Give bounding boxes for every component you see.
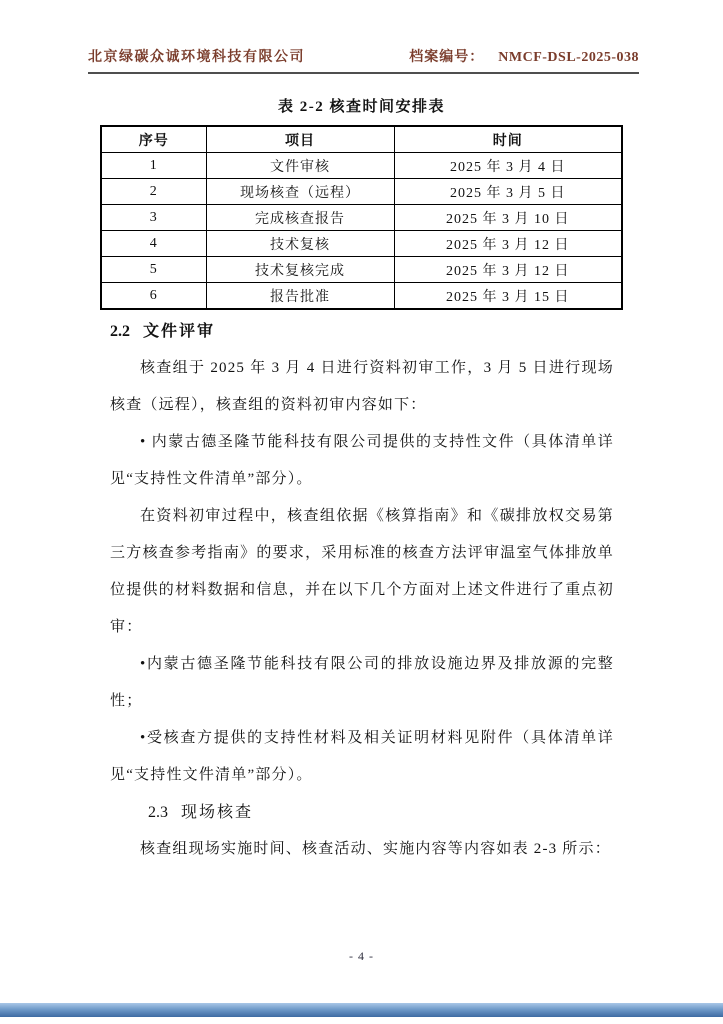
cell-index: 1: [101, 153, 206, 179]
cell-index: 6: [101, 283, 206, 310]
section-title: 现场核查: [181, 804, 254, 821]
section-title: 文件评审: [143, 323, 216, 340]
table-row: [101, 283, 622, 310]
cell-time: 2025 年 3 月 5 日: [394, 179, 622, 205]
table-row: [101, 231, 622, 257]
table-row: [101, 205, 622, 231]
bullet-item: • 内蒙古德圣隆节能科技有限公司提供的支持性文件（具体清单详见“支持性文件清单”部分）。: [110, 434, 614, 487]
table-row: [101, 179, 622, 205]
body-text: [110, 313, 614, 868]
cell-index: 5: [101, 257, 206, 283]
cell-item: 技术复核完成: [206, 257, 394, 283]
section-heading-2-2: [110, 313, 614, 350]
company-name: 北京绿碳众诚环境科技有限公司: [88, 50, 305, 65]
col-header-item: 项目: [206, 126, 394, 153]
paragraph: 核查组于 2025 年 3 月 4 日进行资料初审工作，3 月 5 日进行现场核查（远程），核查组的资料初审内容如下：: [110, 360, 614, 413]
table-row: [101, 153, 622, 179]
table-row: [101, 257, 622, 283]
bullet-item: •内蒙古德圣隆节能科技有限公司的排放设施边界及排放源的完整性；: [110, 656, 614, 709]
cell-time: 2025 年 3 月 10 日: [394, 205, 622, 231]
table-caption: 表 2-2 核查时间安排表: [278, 99, 445, 115]
archive-label: 档案编号：: [409, 50, 485, 65]
cell-time: 2025 年 3 月 4 日: [394, 153, 622, 179]
bullet-item: •受核查方提供的支持性材料及相关证明材料见附件（具体清单详见“支持性文件清单”部分）。: [110, 730, 614, 783]
cell-time: 2025 年 3 月 15 日: [394, 283, 622, 310]
section-heading-2-3: [110, 794, 614, 831]
paragraph: 核查组现场实施时间、核查活动、实施内容等内容如表 2-3 所示：: [140, 841, 611, 857]
archive-number: NMCF-DSL-2025-038: [498, 50, 639, 65]
cell-item: 完成核查报告: [206, 205, 394, 231]
bottom-blue-bar: [0, 1003, 723, 1017]
cell-index: 2: [101, 179, 206, 205]
cell-item: 文件审核: [206, 153, 394, 179]
cell-item: 报告批准: [206, 283, 394, 310]
col-header-time: 时间: [394, 126, 622, 153]
cell-time: 2025 年 3 月 12 日: [394, 257, 622, 283]
page-content: [100, 97, 623, 868]
cell-item: 技术复核: [206, 231, 394, 257]
cell-item: 现场核查（远程）: [206, 179, 394, 205]
paragraph: 在资料初审过程中，核查组依据《核算指南》和《碳排放权交易第三方核查参考指南》的要求，采用标准的核查方法评审温室气体排放单位提供的材料数据和信息，并在以下几个方面对上述文件进行了重点初审：: [110, 508, 614, 635]
archive-id: [409, 46, 639, 66]
col-header-index: 序号: [101, 126, 206, 153]
cell-time: 2025 年 3 月 12 日: [394, 231, 622, 257]
cell-index: 4: [101, 231, 206, 257]
section-number: 2.3: [148, 804, 168, 821]
page-header: [88, 46, 639, 74]
page-number: - 4 -: [349, 949, 374, 963]
schedule-table: [100, 125, 623, 310]
section-number: 2.2: [110, 323, 130, 340]
cell-index: 3: [101, 205, 206, 231]
table-header-row: [101, 126, 622, 153]
